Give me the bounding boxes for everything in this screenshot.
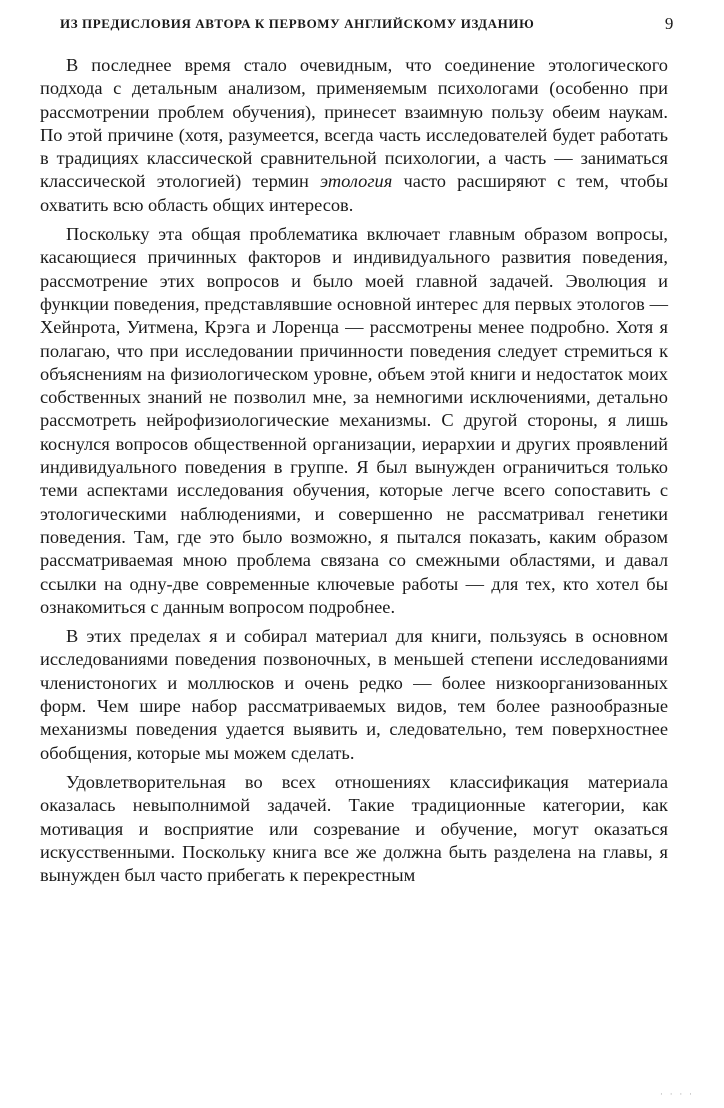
- term-ethology: этология: [320, 171, 393, 192]
- paragraph-1: [40, 54, 668, 217]
- body-text: [40, 54, 668, 887]
- book-page: [40, 14, 674, 893]
- paragraph-2: Поскольку эта общая проблематика включает главным образом вопросы, касающиеся причинных факторов и индивидуального развития поведения, рассмотрение этих вопросов и было моей главной задачей. Эволюция и функции поведения, представлявшие основной интерес для первых этологов — Хейнрота, Уитмена, Крэга и Лоренца — рассмотрены менее подробно. Хотя я полагаю, что при исследовании причинности поведения следует стремиться к объяснениям на физиологическом уровне, объем этой книги и недостаток моих собственных знаний не позволил мне, за немногими исключениями, детально рассмотреть нейрофизиологические механизмы. С другой стороны, я лишь коснулся вопросов общественной организации, иерархии и других проявлений индивидуального поведения в группе. Я был вынужден ограничиться только теми аспектами исследования обучения, которые легче всего сопоставить с этологическими наблюдениями, и совершенно не рассматривал генетики поведения. Там, где это было возможно, я пытался показать, каким образом рассматриваемая мною проблема связана со смежными областями, и давал ссылки на одну-две современные ключевые работы — для тех, кто хотел бы ознакомиться с данным вопросом подробнее.: [40, 224, 668, 617]
- page-number: 9: [664, 14, 674, 33]
- paragraph-3: В этих пределах я и собирал материал для книги, пользуясь в основном исследованиями поведения позвоночных, в меньшей степени исследованиями членистоногих и моллюсков и очень редко — более низкоорганизованных форм. Чем шире набор рассматриваемых видов, тем более разнообразные механизмы поведения удается выявить и, следовательно, тем поверхностнее обобщения, которые мы можем сделать.: [40, 626, 668, 763]
- running-title: ИЗ ПРЕДИСЛОВИЯ АВТОРА К ПЕРВОМУ АНГЛИЙСКОМУ ИЗДАНИЮ: [60, 16, 535, 31]
- scan-edge-mark: · · · ·: [659, 1090, 694, 1100]
- paragraph-1-after: часто расширяют с тем, чтобы охватить всю область общих интересов.: [40, 171, 668, 215]
- paragraph-1-before: В последнее время стало очевидным, что соединение этологического подхода с детальным анализом, применяемым психологами (особенно при рассмотрении проблем обучения), принесет взаимную пользу обеим наукам. По этой причине (хотя, разумеется, всегда часть исследователей будет работать в традициях классической сравнительной психологии, а часть — заниматься классической этологией) термин: [40, 55, 668, 192]
- running-head: [40, 14, 674, 40]
- paragraph-4: Удовлетворительная во всех отношениях классификация материала оказалась невыполнимой задачей. Такие традиционные категории, как мотивация и восприятие или созревание и обучение, могут оказаться искусственными. Поскольку книга все же должна быть разделена на главы, я вынужден был часто прибегать к перекрестным: [40, 771, 668, 886]
